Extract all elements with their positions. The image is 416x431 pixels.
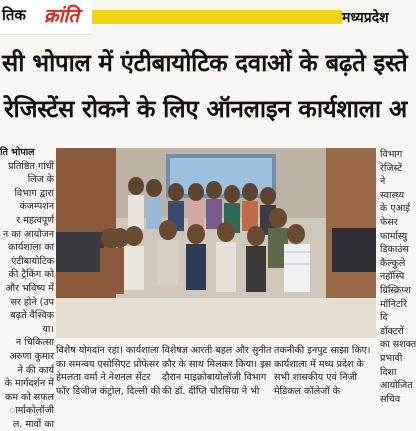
body-line: और भविष्य में <box>5 282 54 294</box>
body-line: प्रतिष्ठित गांधी <box>8 160 54 172</box>
body-line: तकनीकी इनपुट साझा किए। <box>274 345 371 356</box>
body-line: लिज के <box>27 174 54 186</box>
body-line: के एआई <box>380 203 410 215</box>
body-line: डॉक्टरों <box>380 325 404 337</box>
body-line: मॉनिटरि <box>380 298 408 310</box>
body-line: विशेष योगदान रहा। कार्यशाला <box>56 345 159 356</box>
body-line: न चिकित्सा <box>15 337 54 349</box>
body-line: र महत्वपूर्ण <box>16 214 54 226</box>
body-line: कार्यशाला का <box>8 242 54 254</box>
body-line: की डॉ. दीप्ति चौरसिया ने भी <box>162 385 260 397</box>
body-line: ग्रिस्क्रिप्श <box>380 284 411 296</box>
body-line: दि <box>380 312 388 324</box>
headline-line-1: सी भोपाल में एंटीबायोटिक दवाओं के बढ़ते इस्ते <box>2 49 408 77</box>
body-line: फेसर <box>380 216 398 228</box>
article-column-below-photo-2 <box>162 344 270 400</box>
body-line: की ट्रैकिंग को <box>8 269 54 281</box>
body-line: विभाग <box>380 149 403 160</box>
body-line: कैल्कुले <box>380 257 406 269</box>
body-line: ने <box>380 176 386 188</box>
section-label: मध्यप्रदेश <box>342 10 389 26</box>
newspaper-logo <box>0 0 92 35</box>
body-line: या। <box>42 323 54 335</box>
body-line: नहॉस्पि <box>380 271 405 283</box>
body-line: ने की कार्य <box>17 364 54 376</box>
dateline: ति भोपाल <box>0 147 35 158</box>
article-column-below-photo-3 <box>274 344 378 400</box>
body-line: दौरान माइक्रोबायोलॉजी विभाग <box>162 372 267 384</box>
body-line: डिकाउंस <box>380 244 409 256</box>
body-line: न का आयोजन <box>2 228 54 240</box>
body-line: बढ़ते वैश्विक <box>10 310 54 322</box>
body-line: सचिव <box>380 393 401 405</box>
workshop-group-photo <box>56 148 376 338</box>
body-line: विभाग द्वारा <box>14 187 54 199</box>
body-line: मेडिकल कॉलेजों के <box>274 385 341 397</box>
body-line: आयोजित <box>380 380 413 392</box>
body-line: कंजम्पशन <box>19 201 54 213</box>
body-line: रेजिस्टें <box>380 162 402 174</box>
body-line: का सशक्त <box>380 339 416 351</box>
body-line: कम को सफल <box>5 391 54 403</box>
headline-line-2: रेजिस्टेंस रोकने के लिए ऑनलाइन कार्यशाला अ <box>4 95 407 123</box>
body-line: सर होने (उप <box>10 296 54 308</box>
logo-text-right: क्रांति <box>44 5 80 27</box>
body-line: दिशा <box>380 366 397 378</box>
body-line: ार्माकोलॉजी <box>9 405 54 417</box>
body-line: फॉर डिजीज कंट्रोल, दिल्ली की <box>56 385 161 397</box>
body-line: फार्मास्यु <box>380 230 408 242</box>
body-line: के मार्गदर्शन में <box>4 378 54 390</box>
article-right-column <box>380 148 416 405</box>
body-line: विशेषज्ञ आरती बहल और सुनीत <box>162 345 272 356</box>
masthead <box>0 0 400 34</box>
body-line: स्वास्थ्य <box>380 189 405 201</box>
body-line: सभी शासकीय एवं निजी <box>274 372 358 384</box>
body-line: का समन्वय एसोसिएट प्रोफेसर <box>56 358 160 370</box>
body-line: अरुणा कुमार <box>9 350 54 362</box>
body-line: प्रभावी <box>380 352 403 364</box>
body-line: ल. मावों का <box>12 418 54 430</box>
masthead-yellow-band <box>92 10 342 24</box>
article-left-column <box>0 146 54 430</box>
article-column-below-photo-1 <box>56 344 166 400</box>
body-line: कौर के साथ मिलकर किया। इस <box>162 358 272 370</box>
body-line: कार्यशाला में मध्य प्रदेश के <box>274 358 364 370</box>
body-line: एंटीबायोटिक <box>11 255 54 267</box>
logo-text-left: तिक <box>2 6 26 24</box>
body-line: हेमलता वर्मा ने नेशनल सेंटर <box>56 372 151 384</box>
